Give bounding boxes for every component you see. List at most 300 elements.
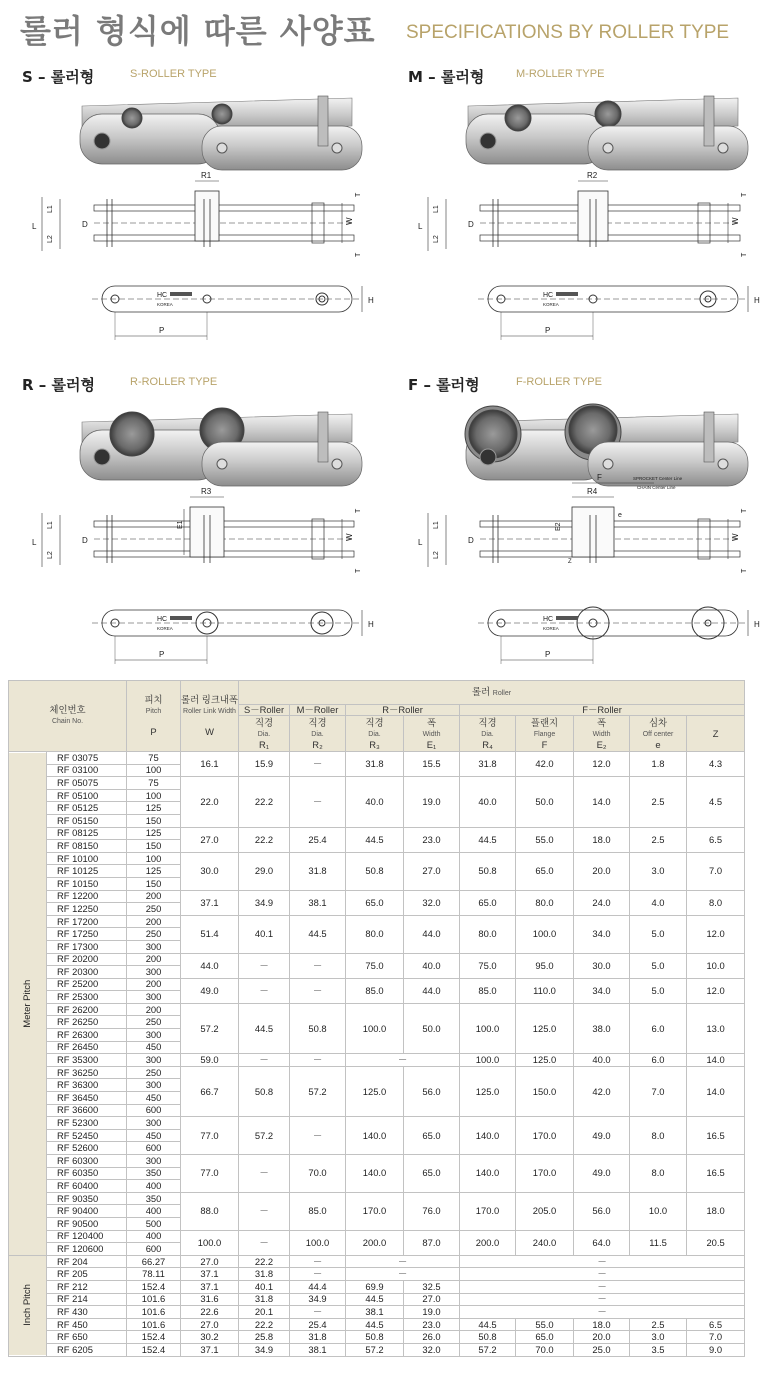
roller-outline [190,507,224,557]
dim-label-roller: R4 [587,487,598,496]
pitch-value: 100 [127,764,181,777]
pin-icon [704,412,714,462]
roller-icon [212,104,232,124]
f-roller-offset: 6.0 [630,1054,687,1067]
pitch-value: 300 [127,1117,181,1130]
table-row [9,1318,745,1331]
roller-outline [578,191,608,241]
r-roller-width: 76.0 [404,1192,460,1230]
sprocket-center-label: SPROCKET Center Line [633,476,683,481]
r-roller-dia: 44.5 [346,1318,404,1331]
f-roller-drawing [408,394,760,674]
chain-number: RF 17250 [47,928,127,941]
r-roller-width: 23.0 [404,1318,460,1331]
f-roller-offset: 10.0 [630,1192,687,1230]
link-width: 100.0 [181,1230,239,1255]
r-roller-width: 15.5 [404,752,460,777]
f-roller-dia: 44.5 [460,1318,516,1331]
pin-head-icon [332,459,342,469]
link-width: 59.0 [181,1054,239,1067]
link-width: 16.1 [181,752,239,777]
f-roller-values: － [460,1268,745,1281]
chain-number: RF 214 [47,1293,127,1306]
link-width: 37.1 [181,1280,239,1293]
f-roller-width: 24.0 [574,890,630,915]
chain-number: RF 6205 [47,1343,127,1356]
header-sub-row: 직경 Dia. R₁ 직경 Dia. R₂ 직경 Dia. R₃ 폭 Width E₁ 직경 Dia. R₄ 플랜지 Flange F 폭 Width E₂ 심차 Off center e Z [9,716,745,752]
table-row [9,1306,745,1319]
s-roller-dia: 44.5 [239,1003,290,1053]
f-roller-width: 56.0 [574,1192,630,1230]
r-roller-width: 32.0 [404,1343,460,1356]
chain-number: RF 90400 [47,1205,127,1218]
dim-label-E2: E2 [555,522,562,531]
f-roller-offset: 5.0 [630,915,687,953]
m-roller-dia: 44.4 [290,1280,346,1293]
f-roller-offset: 3.0 [630,852,687,890]
link-width: 27.0 [181,827,239,852]
pitch-value: 75 [127,752,181,765]
f-roller-offset: 4.0 [630,890,687,915]
roller-icon [122,108,142,128]
chain-number: RF 90350 [47,1192,127,1205]
link-width: 51.4 [181,915,239,953]
link-width: 27.0 [181,1318,239,1331]
f-roller-dia: 44.5 [460,827,516,852]
r-roller-width: 65.0 [404,1117,460,1155]
chain-number: RF 204 [47,1255,127,1268]
dim-label-P: P [159,326,165,335]
f-roller-values: － [460,1280,745,1293]
section-type-en: F-ROLLER TYPE [516,376,602,388]
s-roller-dia: 34.9 [239,890,290,915]
dim-label-L: L [32,222,37,231]
pitch-value: 200 [127,978,181,991]
f-roller-flange: 42.0 [516,752,574,777]
table-row [9,777,745,790]
pitch-value: 250 [127,928,181,941]
header-pitch: 피치 Pitch P [127,681,181,752]
chain-number: RF 20200 [47,953,127,966]
pitch-value: 300 [127,940,181,953]
roller-icon [110,412,154,456]
r-roller-dia: 50.8 [346,852,404,890]
pitch-value: 66.27 [127,1255,181,1268]
r-roller-width: 87.0 [404,1230,460,1255]
pitch-value: 250 [127,1066,181,1079]
chain-number: RF 36250 [47,1066,127,1079]
pin-icon [318,412,328,462]
dim-label-D: D [82,536,88,545]
f-roller-offset: 8.0 [630,1117,687,1155]
pitch-value: 150 [127,877,181,890]
m-roller-dia: － [290,1306,346,1319]
m-roller-dia: 85.0 [290,1192,346,1230]
dim-label-T: T [741,508,748,513]
pitch-value: 250 [127,903,181,916]
f-roller-z: 4.3 [687,752,745,777]
f-roller-flange: 110.0 [516,978,574,1003]
spec-table [8,680,745,1357]
pitch-value: 75 [127,777,181,790]
m-roller-dia: 25.4 [290,827,346,852]
f-roller-flange: 55.0 [516,827,574,852]
spec-table-body [9,752,745,1357]
chain-number: RF 10125 [47,865,127,878]
m-roller-dia: － [290,1268,346,1281]
f-roller-offset: 2.5 [630,827,687,852]
pin-hole-icon [480,449,496,465]
table-row [9,915,745,928]
f-roller-flange: 170.0 [516,1155,574,1193]
pin-hole-icon [94,133,110,149]
f-roller-offset: 5.0 [630,953,687,978]
f-roller-dia: 57.2 [460,1343,516,1356]
dim-label-L: L [418,538,423,547]
chain-number: RF 17300 [47,940,127,953]
chain-number: RF 05075 [47,777,127,790]
pitch-value: 600 [127,1142,181,1155]
pitch-value: 300 [127,991,181,1004]
m-roller-drawing [408,86,760,361]
s-roller-dia: － [239,1192,290,1230]
f-roller-flange: 95.0 [516,953,574,978]
plate-outline [480,235,740,241]
f-roller-width: 49.0 [574,1117,630,1155]
link-width: 27.0 [181,1255,239,1268]
header-m-roller: M－Roller [290,705,346,716]
table-row [9,1117,745,1130]
s-roller-dia: － [239,1054,290,1067]
pitch-value: 400 [127,1205,181,1218]
dim-label-T: T [355,252,362,257]
section-type-en: M-ROLLER TYPE [516,68,605,80]
f-roller-z: 16.5 [687,1155,745,1193]
dim-label-L1: L1 [47,521,54,529]
s-roller-dia: 15.9 [239,752,290,777]
table-row [9,1331,745,1344]
r-roller-dia: 40.0 [346,777,404,827]
pitch-value: 150 [127,814,181,827]
f-roller-z: 14.0 [687,1066,745,1116]
chain-number: RF 205 [47,1268,127,1281]
chain-number: RF 20300 [47,966,127,979]
table-row [9,752,745,765]
pitch-value: 300 [127,1155,181,1168]
header-s-roller: S－Roller [239,705,290,716]
chain-number: RF 08150 [47,840,127,853]
r-roller-dia: 140.0 [346,1155,404,1193]
m-roller-dia: － [290,1255,346,1268]
f-roller-z: 7.0 [687,852,745,890]
dim-label-W: W [345,533,354,541]
r-roller-width: 32.0 [404,890,460,915]
header-f-roller: F－Roller [460,705,745,716]
dim-label-D: D [468,220,474,229]
f-roller-offset: 8.0 [630,1155,687,1193]
f-roller-offset: 11.5 [630,1230,687,1255]
f-roller-dia: 140.0 [460,1155,516,1193]
pitch-value: 152.4 [127,1343,181,1356]
table-row [9,1268,745,1281]
pitch-value: 101.6 [127,1293,181,1306]
chain-number: RF 03100 [47,764,127,777]
f-roller-dia: 40.0 [460,777,516,827]
dim-label-roller: R3 [201,487,212,496]
f-roller-z: 10.0 [687,953,745,978]
f-roller-flange: 80.0 [516,890,574,915]
plate-logo-bar [556,292,578,296]
r-roller-dia: 75.0 [346,953,404,978]
dim-label-P: P [545,650,551,659]
link-width: 30.0 [181,852,239,890]
dim-label-roller: R1 [201,171,212,180]
s-roller-dia: 22.2 [239,777,290,827]
dim-label-W: W [731,533,740,541]
section-s-roller [22,66,382,366]
r-roller-dia: 85.0 [346,978,404,1003]
pitch-value: 450 [127,1041,181,1054]
chain-number: RF 26200 [47,1003,127,1016]
link-width: 30.2 [181,1331,239,1344]
section-label: S – 롤러형 [22,68,95,86]
header-r-roller: R－Roller [346,705,460,716]
chain-number: RF 26450 [47,1041,127,1054]
pitch-value: 500 [127,1217,181,1230]
r-roller-values: － [346,1255,460,1268]
r-roller-dia: 65.0 [346,890,404,915]
table-row [9,1293,745,1306]
r-roller-values: － [346,1268,460,1281]
dim-label-W: W [731,217,740,225]
r-roller-width: 56.0 [404,1066,460,1116]
chain-number: RF 60350 [47,1167,127,1180]
f-roller-width: 42.0 [574,1066,630,1116]
pitch-value: 300 [127,1054,181,1067]
pitch-value: 450 [127,1129,181,1142]
chain-number: RF 52450 [47,1129,127,1142]
f-roller-offset: 6.0 [630,1003,687,1053]
m-roller-dia: 100.0 [290,1230,346,1255]
plate-mark-korea: KOREA [543,302,559,307]
f-roller-dia: 75.0 [460,953,516,978]
chain-number: RF 05150 [47,814,127,827]
section-label: M – 롤러형 [408,68,485,86]
section-label: F – 롤러형 [408,376,480,394]
r-roller-dia: 80.0 [346,915,404,953]
dim-label-L2: L2 [47,235,54,243]
chain-number: RF 60300 [47,1155,127,1168]
f-roller-offset: 3.5 [630,1343,687,1356]
f-roller-offset: 7.0 [630,1066,687,1116]
f-roller-z: 18.0 [687,1192,745,1230]
chain-number: RF 17200 [47,915,127,928]
f-roller-dia: 80.0 [460,915,516,953]
section-r-roller [22,374,382,674]
s-roller-dia: 20.1 [239,1306,290,1319]
pitch-value: 78.11 [127,1268,181,1281]
f-roller-width: 49.0 [574,1155,630,1193]
plate-logo-bar [556,616,578,620]
table-row [9,1192,745,1205]
pitch-value: 350 [127,1167,181,1180]
group-label-inch: Inch Pitch [9,1255,47,1356]
table-row [9,1066,745,1079]
chain-number: RF 120400 [47,1230,127,1243]
chain-number: RF 120600 [47,1243,127,1256]
pitch-value: 300 [127,1029,181,1042]
pitch-value: 125 [127,827,181,840]
r-roller-width: 50.0 [404,1003,460,1053]
m-roller-dia: 44.5 [290,915,346,953]
f-roller-width: 34.0 [574,978,630,1003]
group-label-meter: Meter Pitch [9,752,47,1256]
table-row [9,852,745,865]
pitch-value: 400 [127,1230,181,1243]
f-roller-dia: 31.8 [460,752,516,777]
pitch-value: 300 [127,1079,181,1092]
table-row [9,978,745,991]
chain-number: RF 26300 [47,1029,127,1042]
f-roller-width: 18.0 [574,1318,630,1331]
dim-label-T: T [741,192,748,197]
r-roller-dia: 38.1 [346,1306,404,1319]
chain-number: RF 12200 [47,890,127,903]
dim-label-e: e [618,512,622,519]
pitch-value: 600 [127,1104,181,1117]
r-roller-width: 44.0 [404,978,460,1003]
dim-label-L2: L2 [433,235,440,243]
dim-label-T: T [741,568,748,573]
m-roller-dia: － [290,752,346,777]
f-roller-width: 12.0 [574,752,630,777]
r-roller-width: 27.0 [404,852,460,890]
section-type-en: R-ROLLER TYPE [130,376,218,388]
r-roller-dia: 125.0 [346,1066,404,1116]
table-row [9,953,745,966]
link-width: 49.0 [181,978,239,1003]
plate-mark-hc: HC [543,292,554,299]
pin-head-icon [217,143,227,153]
f-roller-width: 20.0 [574,852,630,890]
f-roller-offset: 5.0 [630,978,687,1003]
dim-label-roller: R2 [587,171,598,180]
chain-number: RF 212 [47,1280,127,1293]
chain-number: RF 10100 [47,852,127,865]
link-width: 37.1 [181,1268,239,1281]
f-roller-dia: 100.0 [460,1003,516,1053]
table-row [9,1280,745,1293]
r-roller-dia: 69.9 [346,1280,404,1293]
f-roller-values: － [460,1306,745,1319]
f-roller-width: 64.0 [574,1230,630,1255]
chain-number: RF 52600 [47,1142,127,1155]
chain-number: RF 60400 [47,1180,127,1193]
f-roller-flange: 205.0 [516,1192,574,1230]
r-roller-width: 27.0 [404,1293,460,1306]
page-title-korean: 롤러 형식에 따른 사양표 [20,12,376,50]
dim-label-W: W [345,217,354,225]
chain-number: RF 36450 [47,1092,127,1105]
pitch-value: 101.6 [127,1318,181,1331]
pitch-value: 152.4 [127,1331,181,1344]
pin-icon [318,96,328,146]
m-roller-dia: － [290,978,346,1003]
m-roller-dia: 70.0 [290,1155,346,1193]
dim-label-H: H [368,296,374,305]
r-roller-dia: 200.0 [346,1230,404,1255]
chain-number: RF 450 [47,1318,127,1331]
pin-head-icon [718,459,728,469]
f-roller-width: 34.0 [574,915,630,953]
chain-number: RF 25300 [47,991,127,1004]
m-roller-dia: 57.2 [290,1066,346,1116]
m-roller-dia: － [290,1117,346,1155]
f-roller-flange: 50.0 [516,777,574,827]
roller-outline [572,507,614,557]
pitch-value: 150 [127,840,181,853]
section-label: R – 롤러형 [22,376,95,394]
chain-center-label: CHAIN Center Line [637,485,676,490]
f-roller-flange: 65.0 [516,1331,574,1344]
dim-label-L1: L1 [433,205,440,213]
r-roller-dia: 170.0 [346,1192,404,1230]
plate-logo-bar [170,292,192,296]
pitch-value: 200 [127,953,181,966]
pitch-value: 125 [127,802,181,815]
chain-number: RF 52300 [47,1117,127,1130]
pin-head-icon [718,143,728,153]
s-roller-dia: 22.2 [239,827,290,852]
f-roller-z: 8.0 [687,890,745,915]
r-roller-width: 44.0 [404,915,460,953]
pitch-value: 250 [127,1016,181,1029]
f-roller-flange: 125.0 [516,1003,574,1053]
r-roller-dia: － [346,1054,460,1067]
link-width: 37.1 [181,1343,239,1356]
pitch-value: 100 [127,789,181,802]
chain-number: RF 36600 [47,1104,127,1117]
f-roller-z: 6.5 [687,827,745,852]
roller-icon [505,105,531,131]
f-roller-values: － [460,1293,745,1306]
f-roller-offset: 2.5 [630,777,687,827]
f-roller-dia: 85.0 [460,978,516,1003]
pin-head-icon [217,459,227,469]
dim-label-T: T [355,508,362,513]
header-chain-no: 체인번호 Chain No. [9,681,127,752]
chain-number: RF 26250 [47,1016,127,1029]
section-type-en: S-ROLLER TYPE [130,68,217,80]
pin-head-icon [603,143,613,153]
f-roller-flange: 70.0 [516,1343,574,1356]
s-roller-dia: 31.8 [239,1268,290,1281]
chain-number: RF 36300 [47,1079,127,1092]
pin-icon [704,96,714,146]
m-roller-dia: 31.8 [290,1331,346,1344]
link-width: 22.0 [181,777,239,827]
plate-mark-hc: HC [157,292,168,299]
plate-mark-korea: KOREA [157,302,173,307]
f-roller-flange: 125.0 [516,1054,574,1067]
dim-label-H: H [754,620,760,629]
r-roller-width: 19.0 [404,777,460,827]
link-width: 22.6 [181,1306,239,1319]
f-roller-z: 9.0 [687,1343,745,1356]
chain-number: RF 35300 [47,1054,127,1067]
r-roller-drawing [22,394,372,674]
chain-number: RF 10150 [47,877,127,890]
